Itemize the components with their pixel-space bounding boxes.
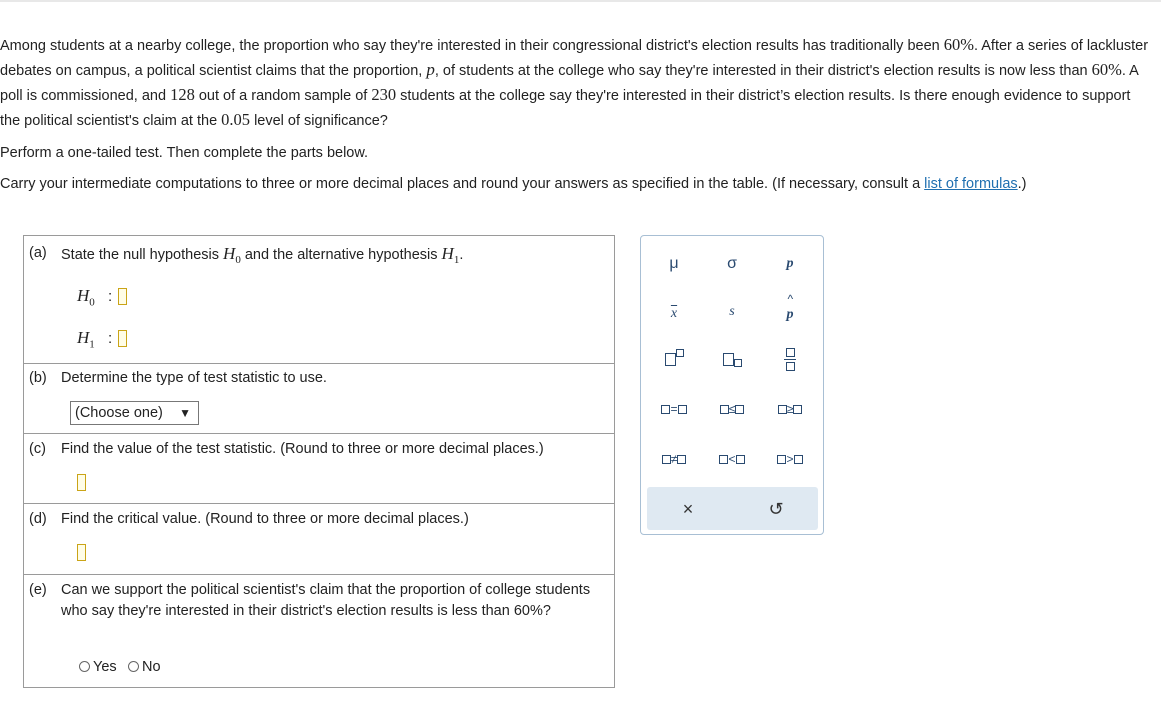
clear-icon[interactable]: × (682, 499, 694, 519)
ge-sign: ≥ (786, 402, 794, 416)
part-e-text: Can we support the political scientist's claim that the proportion of college students who say they're interested in their district's election results is less than 60%? (61, 582, 591, 619)
xbar-key[interactable]: $\overline{x}$ (670, 306, 678, 321)
proportion-variable: p (426, 60, 435, 79)
part-c (24, 433, 614, 504)
phat-letter: p (786, 307, 794, 322)
mu-key[interactable]: μ (669, 255, 679, 272)
part-d-label: (d) (29, 511, 47, 527)
fraction-bar-icon (784, 359, 796, 360)
denominator-box-icon (786, 362, 795, 371)
gt-sign: > (786, 452, 794, 466)
h1-subscript: 1 (89, 338, 95, 351)
top-divider (0, 0, 1161, 2)
h1-symbol: H (77, 328, 90, 347)
radio-yes[interactable] (79, 658, 117, 676)
greater-than-key[interactable] (765, 444, 815, 474)
subscript-box-icon (734, 359, 742, 367)
part-e-label: (e) (29, 582, 47, 598)
part-a-text (61, 243, 463, 271)
test-statistic-select-value: (Choose one) (75, 405, 163, 421)
success-count: 128 (170, 85, 195, 104)
part-b-label: (b) (29, 370, 47, 386)
equals-sign: = (670, 402, 678, 416)
base-box-icon-2 (723, 353, 734, 366)
equals-key[interactable] (649, 394, 699, 424)
greater-equal-key[interactable] (765, 394, 815, 424)
part-a-text-2: and the alternative hypothesis (240, 247, 442, 263)
radio-yes-label: Yes (93, 659, 117, 675)
carry-text: Carry your intermediate computations to three or more decimal places and round your answers as specified in the table. (If necessary, consult a (0, 176, 925, 192)
problem-text-4: . A poll is commissioned, and (0, 63, 1139, 104)
test-statistic-input[interactable] (77, 474, 86, 491)
numerator-box-icon (786, 348, 795, 357)
h0-subscript: 0 (89, 296, 95, 309)
ne-sign: ≠ (670, 452, 678, 466)
part-a-text-1: State the null hypothesis (61, 247, 224, 263)
sigma-key[interactable]: σ (727, 255, 737, 272)
h0-answer-input[interactable] (118, 288, 127, 305)
claimed-proportion: 60% (1091, 60, 1122, 79)
less-equal-key[interactable] (707, 394, 757, 424)
h1-symbol-inline: H (441, 244, 454, 263)
less-than-key[interactable] (707, 444, 757, 474)
radio-no-circle[interactable] (128, 661, 139, 672)
perform-instruction: Perform a one-tailed test. Then complete the parts below. (0, 145, 369, 161)
fraction-key[interactable] (765, 344, 815, 374)
h0-label (77, 286, 95, 308)
box-icon (793, 405, 802, 414)
list-of-formulas-link[interactable]: list of formulas (924, 176, 1018, 192)
superscript-key[interactable] (649, 344, 699, 374)
phat-key[interactable] (765, 292, 815, 329)
part-a (24, 236, 614, 364)
carry-end: .) (1017, 176, 1027, 192)
part-c-text: Find the value of the test statistic. (Round to three or more decimal places.) (61, 441, 544, 457)
part-c-label: (c) (29, 441, 46, 457)
dropdown-arrow-icon: ▼ (179, 406, 191, 420)
problem-text-7: level of significance? (250, 113, 388, 129)
sample-size: 230 (371, 85, 397, 104)
symbol-palette (640, 235, 824, 535)
base-box-icon (665, 353, 676, 366)
part-b (24, 363, 614, 434)
undo-icon[interactable]: ↺ (768, 499, 784, 519)
problem-text-1: Among students at a nearby college, the proportion who say they're interested in their congressional district's election results has traditionally been (0, 38, 944, 54)
part-b-text: Determine the type of test statistic to use. (61, 370, 327, 386)
le-sign: ≤ (728, 402, 736, 416)
box-icon (662, 455, 671, 464)
significance-level: 0.05 (221, 110, 251, 129)
box-icon (778, 405, 787, 414)
radio-yes-circle[interactable] (79, 661, 90, 672)
radio-no[interactable] (128, 658, 161, 676)
h1-label (77, 328, 95, 350)
part-e (24, 574, 614, 687)
question-table (23, 235, 615, 688)
part-d (24, 503, 614, 575)
hat-icon: ^ (787, 292, 794, 306)
p-key[interactable]: p (786, 256, 794, 271)
h0-symbol-inline: H (223, 244, 236, 263)
h0-symbol: H (77, 286, 90, 305)
part-d-text: Find the critical value. (Round to three or more decimal places.) (61, 511, 469, 527)
carry-instruction (0, 176, 1100, 193)
subscript-key[interactable] (707, 344, 757, 374)
h1-subscript-inline: 1 (453, 253, 460, 266)
box-icon (678, 405, 687, 414)
s-key[interactable]: s (729, 304, 735, 319)
critical-value-input[interactable] (77, 544, 86, 561)
box-icon (794, 455, 803, 464)
superscript-box-icon (676, 349, 684, 357)
lt-sign: < (728, 452, 736, 466)
problem-text-6: students at the college say they're interested in their district’s election results. Is there enough evidence to support the political scientist's claim at the (0, 88, 1131, 129)
box-icon (736, 455, 745, 464)
problem-text-2: . After a series of lackluster debates on campus, a political scientist claims that the proportion, (0, 38, 1149, 79)
part-a-label: (a) (29, 245, 47, 261)
h1-answer-input[interactable] (118, 330, 127, 347)
traditional-proportion: 60% (943, 35, 974, 54)
problem-text-5: out of a random sample of (194, 88, 372, 104)
box-icon (735, 405, 744, 414)
box-icon (720, 405, 729, 414)
palette-action-bar (647, 487, 818, 530)
part-a-text-3: . (459, 247, 464, 263)
h1-colon: : (108, 330, 113, 347)
h0-subscript-inline: 0 (235, 253, 241, 266)
h0-colon: : (108, 288, 113, 305)
radio-no-label: No (142, 659, 161, 675)
problem-text-3: , of students at the college who say they're interested in their district's election results is now less than (434, 63, 1092, 79)
problem-statement (0, 33, 1150, 133)
test-statistic-select[interactable] (70, 401, 199, 425)
box-icon (677, 455, 686, 464)
not-equal-key[interactable] (649, 444, 699, 474)
